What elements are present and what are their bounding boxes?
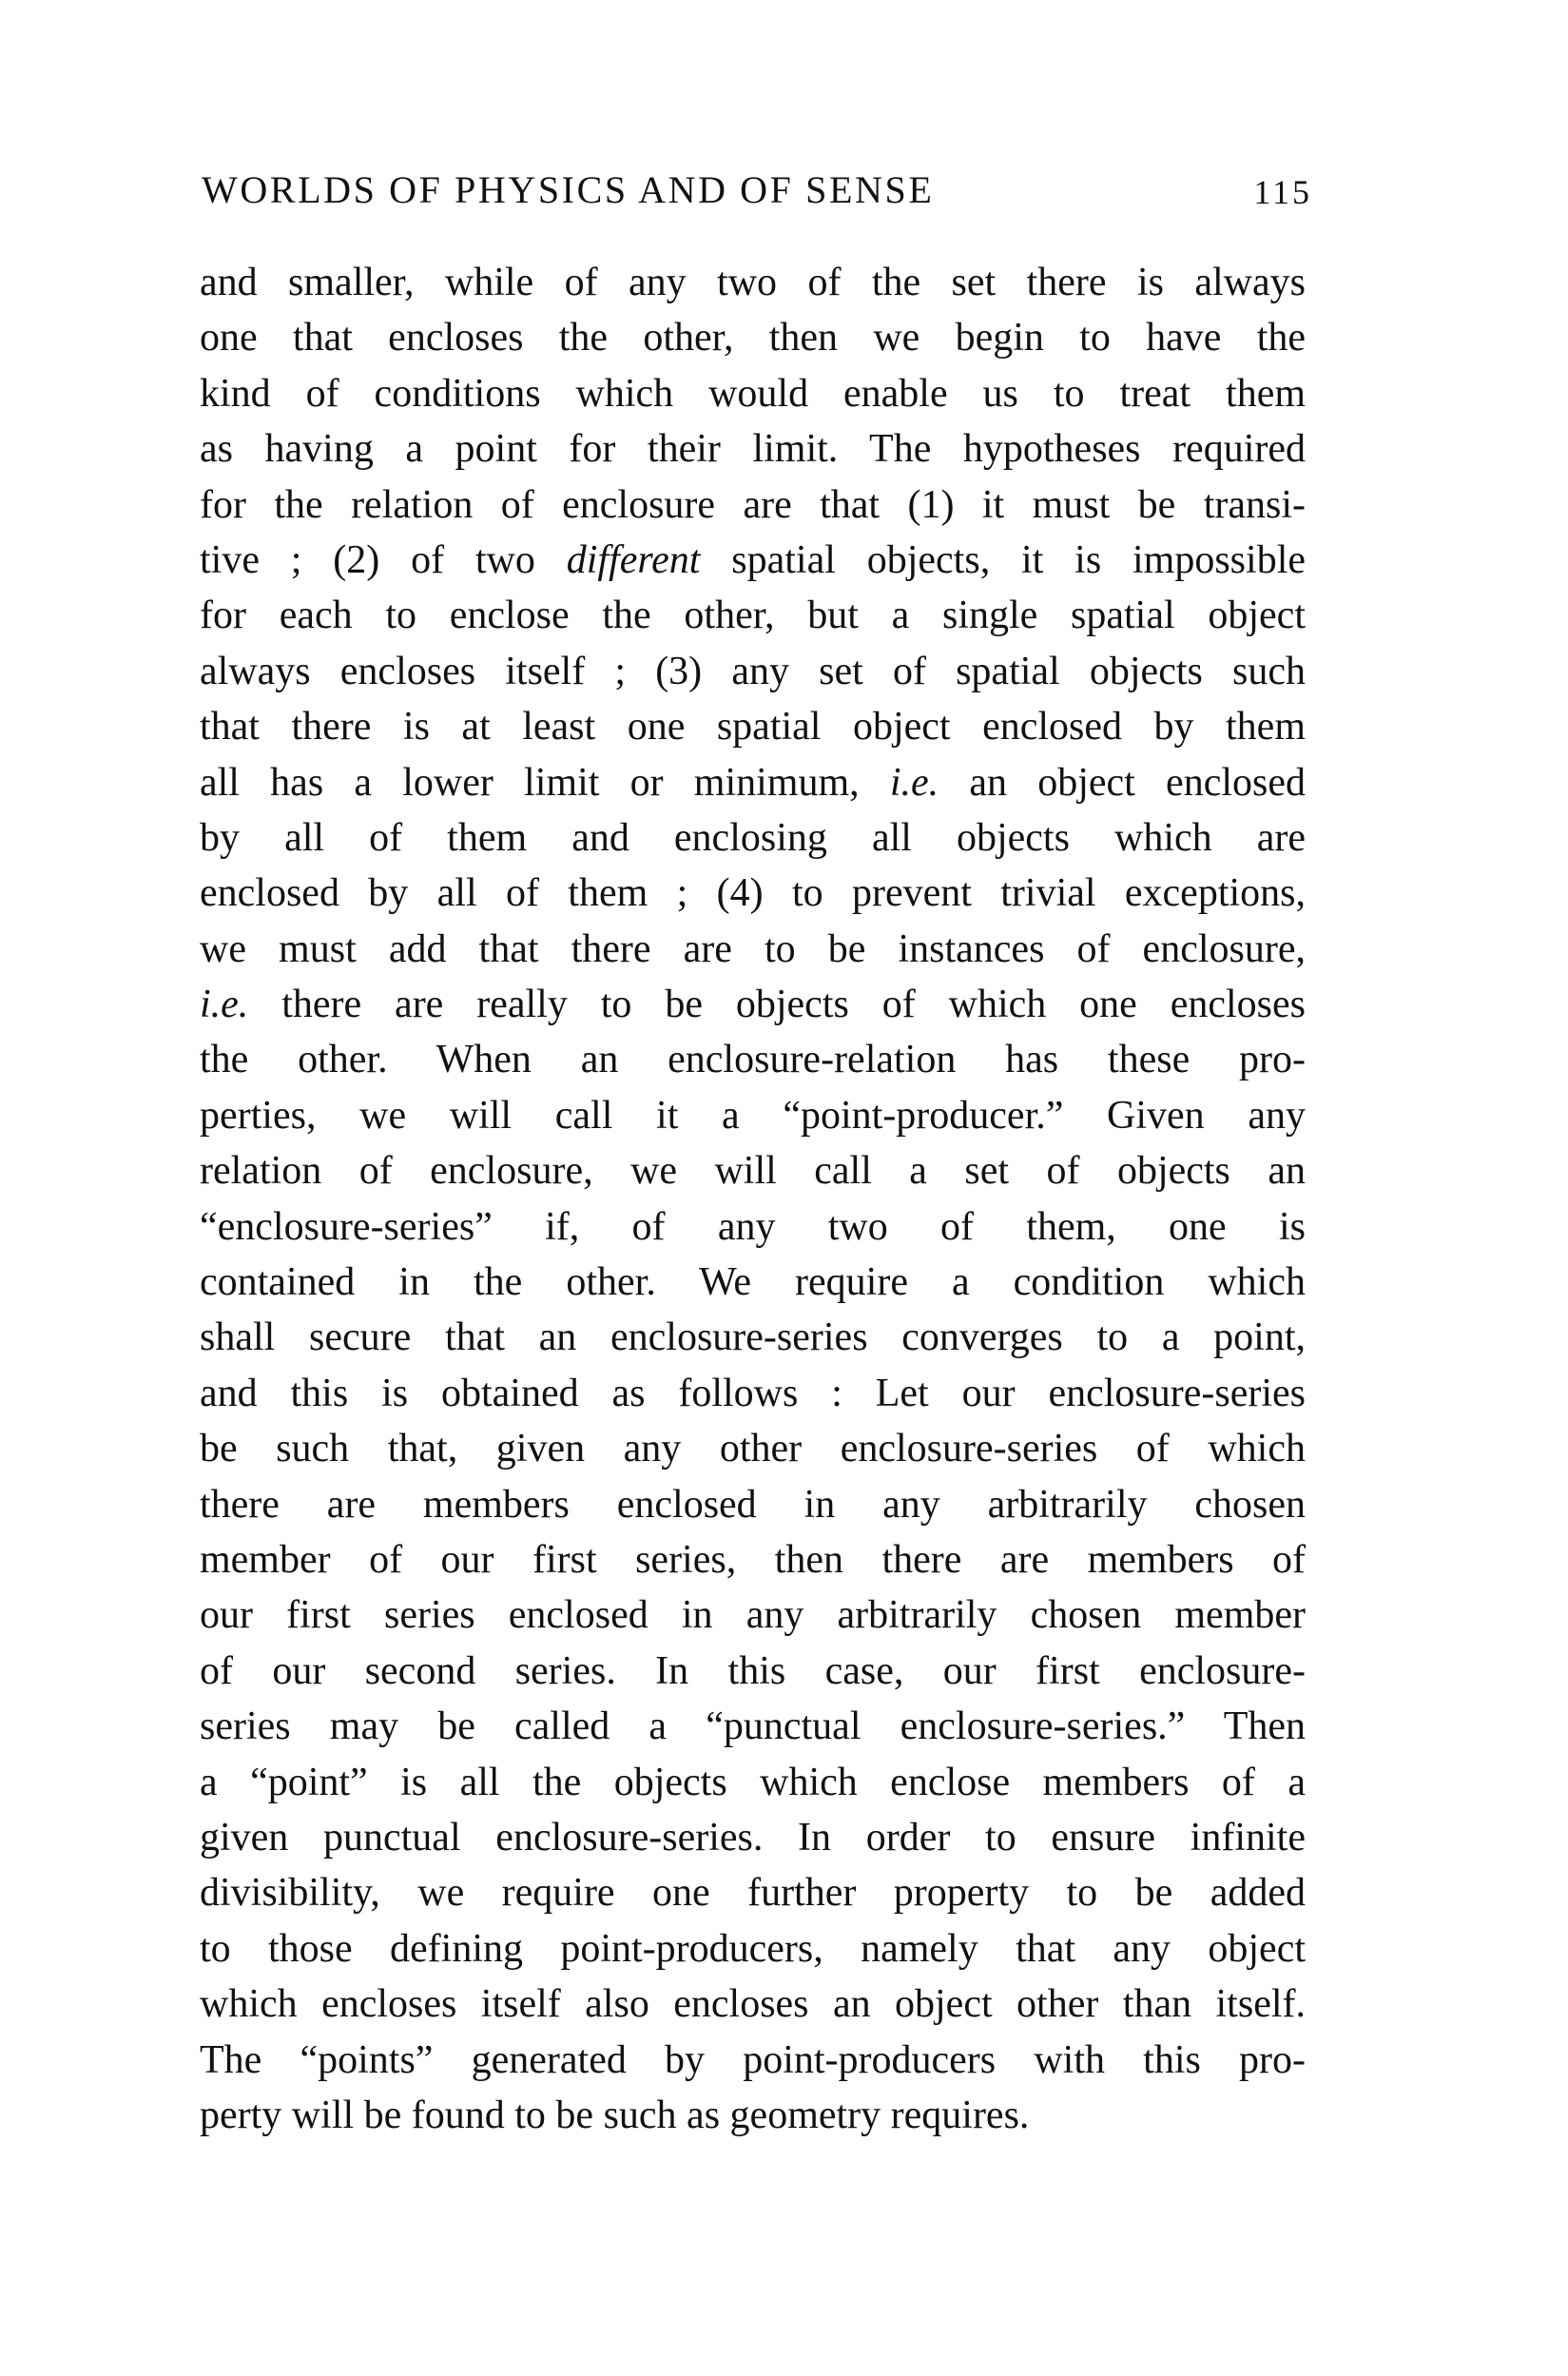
text-run: one that encloses the other, then we begin to have the [200, 316, 1306, 360]
text-line [200, 1810, 1306, 1865]
text-line [200, 977, 1306, 1032]
text-line [200, 2033, 1306, 2088]
text-run: and smaller, while of any two of the set there is always [200, 261, 1306, 304]
text-run: be such that, given any other enclosure-series of which [200, 1427, 1306, 1471]
text-run: a “point” is all the objects which enclose members of a [200, 1760, 1306, 1804]
text-line [200, 922, 1306, 977]
text-line [200, 1532, 1306, 1587]
text-line [200, 1421, 1306, 1476]
text-run: all has a lower limit or minimum, [200, 760, 890, 805]
text-run: as having a point for their limit. The hypotheses required [200, 427, 1306, 472]
text-run: relation of enclosure, we will call a set of objects an [200, 1149, 1306, 1194]
text-run: that there is at least one spatial object enclosed by them [200, 705, 1306, 750]
text-run: perty will be found to be such as geometry requires. [200, 2093, 1030, 2137]
page-number: 115 [1253, 173, 1312, 211]
text-line [200, 255, 1306, 310]
text-line [200, 1255, 1306, 1310]
text-line [200, 1644, 1306, 1699]
italic-text: i.e. [889, 760, 939, 805]
text-run: shall secure that an enclosure-series converges to a point, [200, 1315, 1306, 1360]
text-line [200, 1755, 1306, 1810]
text-run: which encloses itself also encloses an object other than itself. [200, 1982, 1306, 2027]
text-run: enclosed by all of them ; (4) to prevent trivial exceptions, [200, 871, 1306, 916]
text-run: our first series enclosed in any arbitrarily chosen member [200, 1593, 1306, 1638]
text-run: series may be called a “punctual enclosure-series.” Then [200, 1704, 1306, 1749]
text-run: and this is obtained as follows : Let our enclosure-series [200, 1371, 1306, 1415]
text-line [200, 1699, 1306, 1754]
text-run: perties, we will call it a “point-producer.” Given any [200, 1093, 1306, 1138]
text-run: there are really to be objects of which one encloses [248, 983, 1306, 1027]
text-run: “enclosure-series” if, of any two of them, one is [200, 1204, 1306, 1249]
text-run: the other. When an enclosure-relation has these pro- [200, 1038, 1306, 1082]
text-line [200, 1977, 1306, 2032]
text-run: The “points” generated by point-producers with this pro- [200, 2037, 1306, 2082]
running-title: WORLDS OF PHYSICS AND OF SENSE [202, 168, 935, 211]
text-line [200, 2088, 1306, 2143]
text-line [200, 533, 1306, 588]
text-line [200, 644, 1306, 699]
text-run: contained in the other. We require a condition which [200, 1260, 1306, 1305]
text-run: for each to enclose the other, but a single spatial object [200, 594, 1306, 638]
text-run: divisibility, we require one further property to be added [200, 1871, 1306, 1916]
text-line [200, 1921, 1306, 1977]
body-paragraph [200, 255, 1306, 2143]
text-line [200, 588, 1306, 643]
text-run: to those defining point-producers, namely that any object [200, 1926, 1306, 1971]
text-run: member of our first series, then there are members of [200, 1537, 1306, 1582]
text-line [200, 477, 1306, 533]
text-run: for the relation of enclosure are that (1) it must be transi- [200, 482, 1306, 527]
text-run: given punctual enclosure-series. In order to ensure infinite [200, 1815, 1306, 1860]
text-line [200, 1088, 1306, 1143]
text-line [200, 1477, 1306, 1532]
text-run: an object enclosed [939, 760, 1306, 805]
text-line [200, 1032, 1306, 1087]
text-line [200, 1143, 1306, 1198]
text-line [200, 366, 1306, 421]
text-run: of our second series. In this case, our first enclosure- [200, 1648, 1306, 1693]
text-run: by all of them and enclosing all objects which are [200, 815, 1306, 860]
text-line [200, 1199, 1306, 1255]
text-line [200, 1366, 1306, 1421]
text-line [200, 310, 1306, 365]
running-head [202, 164, 1312, 221]
text-run: tive ; (2) of two [200, 537, 567, 582]
text-line [200, 1865, 1306, 1920]
italic-text: i.e. [200, 983, 249, 1027]
text-line [200, 755, 1306, 810]
text-line [200, 866, 1306, 921]
text-run: we must add that there are to be instances of enclosure, [200, 926, 1306, 971]
text-run: spatial objects, it is impossible [700, 537, 1306, 582]
text-run: kind of conditions which would enable us to treat them [200, 371, 1306, 416]
italic-text: different [566, 537, 701, 582]
text-line [200, 699, 1306, 754]
text-line [200, 1587, 1306, 1643]
text-line [200, 1310, 1306, 1365]
text-run: always encloses itself ; (3) any set of spatial objects such [200, 649, 1306, 693]
text-line [200, 810, 1306, 866]
text-line [200, 421, 1306, 477]
text-run: there are members enclosed in any arbitrarily chosen [200, 1482, 1306, 1527]
